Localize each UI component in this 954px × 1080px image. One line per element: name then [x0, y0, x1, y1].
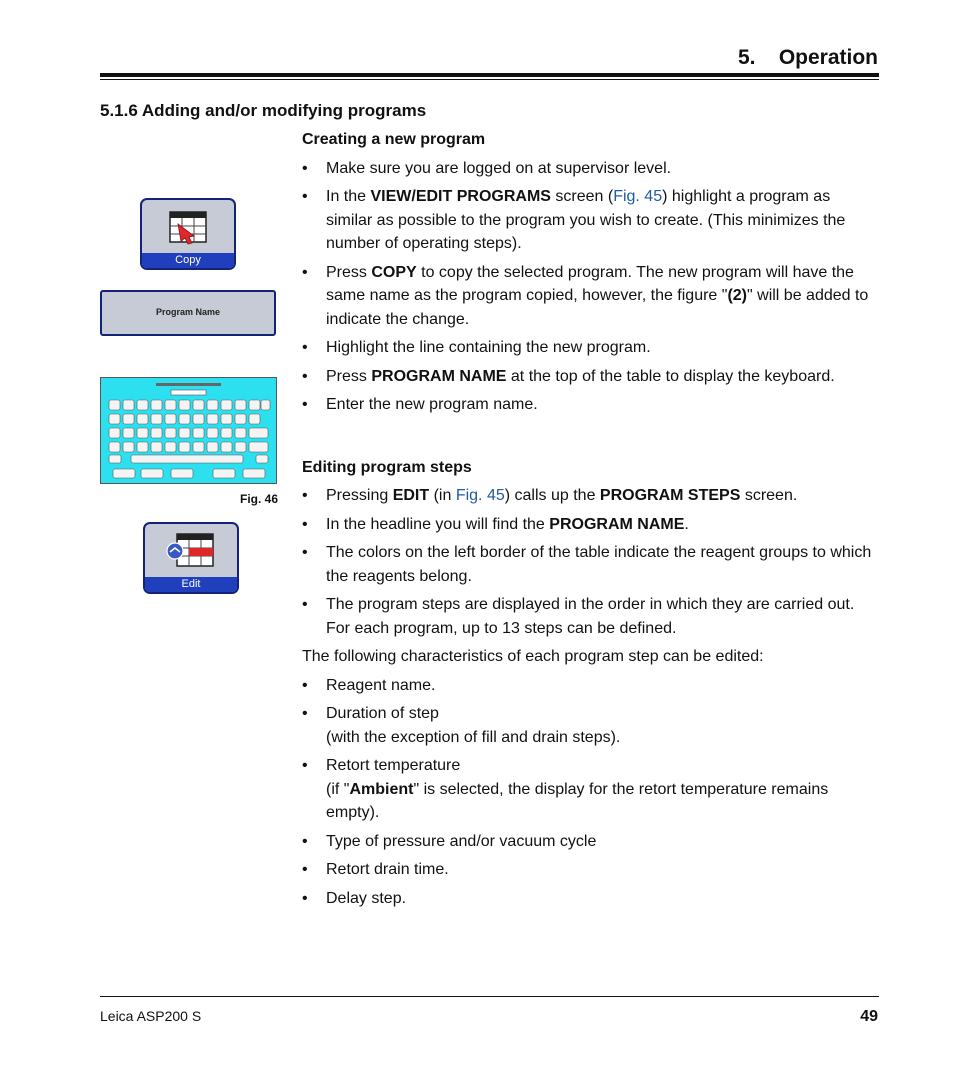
chapter-title: 5. Operation — [737, 46, 878, 69]
creating-heading: Creating a new program — [302, 131, 486, 148]
list-item: • In the VIEW/EDIT PROGRAMS screen (Fig. 45) highlight a program as similar as possible to the program you wish to create. (This minimizes the number of operating steps). — [302, 188, 846, 252]
fig-45-link[interactable]: Fig. 45 — [613, 188, 663, 205]
header-rule-thin — [100, 79, 879, 80]
list-item: • Press PROGRAM NAME at the top of the table to display the keyboard. — [302, 367, 835, 385]
edit-caption: Edit — [145, 577, 237, 592]
program-name-button-image — [100, 290, 276, 336]
list-item: • Duration of step (with the exception of fill and drain steps). — [302, 705, 621, 746]
main-content — [302, 128, 880, 915]
keyboard-screenshot — [100, 377, 277, 484]
list-item: • Enter the new program name. — [302, 396, 538, 413]
list-item: • Pressing EDIT (in Fig. 45) calls up the PROGRAM STEPS screen. — [302, 487, 798, 504]
list-item: • Reagent name. — [302, 676, 436, 694]
list-item: • Retort temperature (if "Ambient" is selected, the display for the retort temperature remains empty). — [302, 757, 829, 821]
program-name-label: Program Name — [155, 307, 221, 317]
page-number: 49 — [860, 1008, 878, 1025]
footer-product-name: Leica ASP200 S — [100, 1008, 202, 1024]
list-item: • Press COPY to copy the selected program. The new program will have the same name as the program copied, however, the figure "(2)" will be added to indicate the change. — [302, 263, 869, 328]
figure-label: Fig. 46 — [240, 492, 279, 506]
copy-caption: Copy — [142, 253, 234, 268]
creating-list — [302, 157, 880, 417]
characteristics-list — [302, 674, 880, 911]
spacer — [302, 422, 880, 456]
footer-rule — [100, 996, 879, 997]
edit-program-icon — [145, 524, 237, 576]
header-rule-thick — [100, 73, 879, 77]
list-item: • Retort drain time. — [302, 861, 449, 878]
list-item: • Make sure you are logged on at supervisor level. — [302, 159, 672, 177]
list-item: • Delay step. — [302, 889, 407, 907]
copy-program-icon — [142, 200, 234, 252]
list-item: • Type of pressure and/or vacuum cycle — [302, 832, 597, 850]
section-title: 5.1.6 Adding and/or modifying programs — [100, 101, 427, 120]
copy-button-image — [140, 198, 236, 270]
list-item: • The colors on the left border of the table indicate the reagent groups to which the reagents belong. — [302, 544, 872, 585]
list-item: • Highlight the line containing the new program. — [302, 339, 651, 356]
edit-button-image — [143, 522, 239, 594]
list-item: • The program steps are displayed in the order in which they are carried out. For each program, up to 13 steps can be defined. — [302, 596, 855, 637]
list-item: • In the headline you will find the PROGRAM NAME. — [302, 515, 689, 533]
characteristics-intro: The following characteristics of each program step can be edited: — [302, 648, 764, 665]
editing-list — [302, 484, 880, 640]
editing-heading: Editing program steps — [302, 458, 472, 476]
keyboard-image — [101, 378, 276, 483]
fig-45-link[interactable]: Fig. 45 — [455, 487, 505, 504]
